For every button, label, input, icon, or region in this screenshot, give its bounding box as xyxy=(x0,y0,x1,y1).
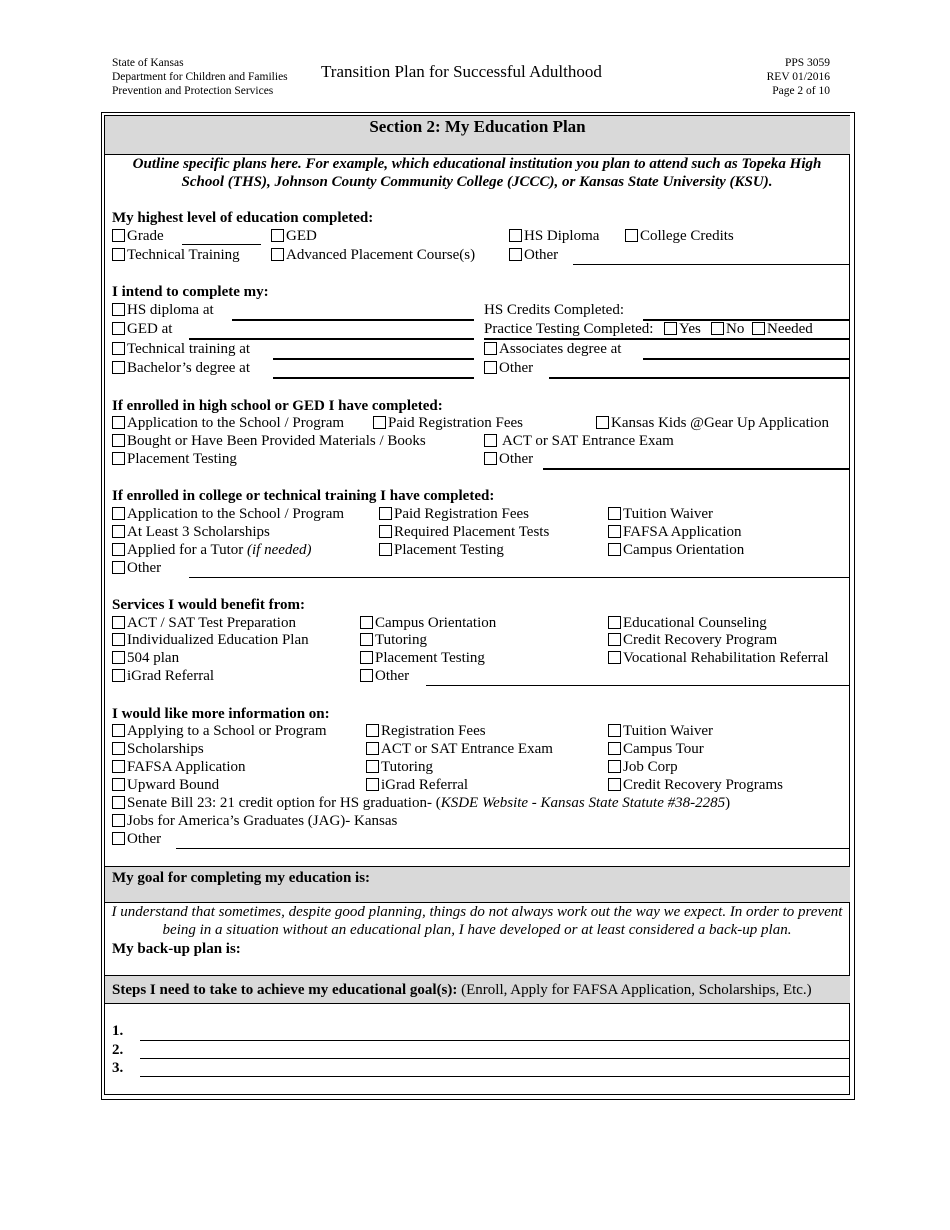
tutor-note: (if needed) xyxy=(247,542,312,558)
checkbox-info-igrad[interactable]: iGrad Referral xyxy=(366,776,468,794)
backup-note: I understand that sometimes, despite good planning, things do not always work out the way we expect. In order to prevent being in a situation without an educational plan, I have developed or at least considered a back-up plan. xyxy=(111,904,843,938)
statute-reference: KSDE Website - Kansas State Statute #38-2285 xyxy=(440,795,726,811)
checkbox-box[interactable] xyxy=(112,778,125,791)
checkbox-box[interactable] xyxy=(112,561,125,574)
checkbox-practice-yes[interactable]: Yes xyxy=(664,320,701,338)
checkbox-box[interactable] xyxy=(484,452,497,465)
checkbox-box[interactable] xyxy=(379,507,392,520)
step-2-line[interactable] xyxy=(140,1058,850,1059)
info-other-line[interactable] xyxy=(176,848,850,849)
checkbox-advanced-placement[interactable]: Advanced Placement Course(s) xyxy=(271,246,475,264)
practice-testing-label: Practice Testing Completed: xyxy=(484,321,654,337)
checkbox-box[interactable] xyxy=(509,248,522,261)
checkbox-box[interactable] xyxy=(112,832,125,845)
checkbox-box[interactable] xyxy=(484,361,497,374)
checkbox-box[interactable] xyxy=(112,760,125,773)
checkbox-box[interactable] xyxy=(112,229,125,242)
checkbox-gear-up[interactable]: Kansas Kids @Gear Up Application xyxy=(596,414,829,432)
checkbox-box[interactable] xyxy=(112,434,125,447)
intend-technical-line[interactable] xyxy=(273,358,474,360)
checkbox-box[interactable] xyxy=(608,651,621,664)
checkbox-box[interactable] xyxy=(112,322,125,335)
highest-education-heading: My highest level of education completed: xyxy=(112,210,374,226)
checkbox-box[interactable] xyxy=(379,525,392,538)
more-info-heading: I would like more information on: xyxy=(112,706,330,722)
checkbox-iep[interactable]: Individualized Education Plan xyxy=(112,631,309,649)
checkbox-act-sat-exam[interactable]: ACT or SAT Entrance Exam xyxy=(484,432,674,450)
checkbox-credit-recovery-programs[interactable]: Credit Recovery Programs xyxy=(608,776,783,794)
checkbox-services-other[interactable]: Other xyxy=(360,667,409,685)
grade-line[interactable] xyxy=(182,244,261,245)
checkbox-box[interactable] xyxy=(484,434,497,447)
checkbox-box[interactable] xyxy=(112,669,125,682)
checkbox-box[interactable] xyxy=(112,814,125,827)
checkbox-tutor[interactable]: Applied for a Tutor (if needed) xyxy=(112,541,312,559)
checkbox-box[interactable] xyxy=(360,616,373,629)
steps-label: Steps I need to take to achieve my educational goal(s): (Enroll, Apply for FAFSA Application, Scholarships, Etc.) xyxy=(112,982,812,998)
checkbox-box[interactable] xyxy=(112,507,125,520)
checkbox-box[interactable] xyxy=(112,452,125,465)
form-info xyxy=(746,56,830,98)
checkbox-box[interactable] xyxy=(112,633,125,646)
checkbox-info-act-sat[interactable]: ACT or SAT Entrance Exam xyxy=(366,740,553,758)
checkbox-box[interactable] xyxy=(711,322,724,335)
form-revision: REV 01/2016 xyxy=(766,71,830,83)
checkbox-intend-associates[interactable]: Associates degree at xyxy=(484,340,621,358)
services-heading: Services I would benefit from: xyxy=(112,597,306,613)
checkbox-box[interactable] xyxy=(608,760,621,773)
intend-hs-line[interactable] xyxy=(232,319,474,321)
checkbox-ged[interactable]: GED xyxy=(271,227,317,245)
checkbox-box[interactable] xyxy=(112,416,125,429)
hs-other-line[interactable] xyxy=(543,468,850,470)
checkbox-practice-needed[interactable]: Needed xyxy=(752,320,813,338)
checkbox-box[interactable] xyxy=(112,742,125,755)
intro-text: Outline specific plans here. For example, which educational institution you plan to attend such as Topeka High School (THS), Johnson County Community College (JCCC), or Kansas State University (KSU). xyxy=(132,156,822,190)
checkbox-applying-school[interactable]: Applying to a School or Program xyxy=(112,722,327,740)
checkbox-box[interactable] xyxy=(373,416,386,429)
checkbox-job-corp[interactable]: Job Corp xyxy=(608,758,678,776)
section-title: Section 2: My Education Plan xyxy=(369,117,586,136)
agency-state: State of Kansas xyxy=(112,57,184,69)
goal-label: My goal for completing my education is: xyxy=(112,870,371,886)
checkbox-intend-bachelors[interactable]: Bachelor’s degree at xyxy=(112,359,250,377)
checkbox-hs-registration-fees[interactable]: Paid Registration Fees xyxy=(373,414,523,432)
step-number: 1. xyxy=(112,1023,124,1039)
intend-bachelors-line[interactable] xyxy=(273,377,474,379)
checkbox-504-plan[interactable]: 504 plan xyxy=(112,649,179,667)
checkbox-senate-bill[interactable]: Senate Bill 23: 21 credit option for HS graduation- (KSDE Website - Kansas State Statute #38-2285) xyxy=(112,794,730,812)
hs-credits-label: HS Credits Completed: xyxy=(484,302,624,318)
checkbox-box[interactable] xyxy=(112,361,125,374)
checkbox-box[interactable] xyxy=(608,507,621,520)
checkbox-box[interactable] xyxy=(366,724,379,737)
checkbox-box[interactable] xyxy=(366,760,379,773)
checkbox-box[interactable] xyxy=(112,616,125,629)
checkbox-box[interactable] xyxy=(112,248,125,261)
checkbox-info-other[interactable]: Other xyxy=(112,830,161,848)
checkbox-box[interactable] xyxy=(608,778,621,791)
step-3-line[interactable] xyxy=(140,1076,850,1077)
checkbox-hs-placement-testing[interactable]: Placement Testing xyxy=(112,450,237,468)
checkbox-box[interactable] xyxy=(608,543,621,556)
checkbox-intend-other[interactable]: Other xyxy=(484,359,533,377)
form-title: Transition Plan for Successful Adulthood xyxy=(321,62,602,81)
agency-division: Prevention and Protection Services xyxy=(112,85,274,97)
checkbox-box[interactable] xyxy=(608,633,621,646)
backup-plan-label: My back-up plan is: xyxy=(112,941,241,957)
checkbox-hs-application[interactable]: Application to the School / Program xyxy=(112,414,344,432)
checkbox-info-registration-fees[interactable]: Registration Fees xyxy=(366,722,486,740)
form-number: PPS 3059 xyxy=(784,57,830,69)
checkbox-hs-diploma[interactable]: HS Diploma xyxy=(509,227,599,245)
checkbox-college-application[interactable]: Application to the School / Program xyxy=(112,505,344,523)
checkbox-box[interactable] xyxy=(484,342,497,355)
checkbox-college-tuition-waiver[interactable]: Tuition Waiver xyxy=(608,505,713,523)
checkbox-box[interactable] xyxy=(509,229,522,242)
checkbox-scholarships[interactable]: At Least 3 Scholarships xyxy=(112,523,270,541)
checkbox-box[interactable] xyxy=(112,525,125,538)
hs-enrolled-heading: If enrolled in high school or GED I have completed: xyxy=(112,398,443,414)
checkbox-services-tutoring[interactable]: Tutoring xyxy=(360,631,427,649)
checkbox-box[interactable] xyxy=(360,669,373,682)
checkbox-services-campus-orientation[interactable]: Campus Orientation xyxy=(360,614,496,632)
intend-other-line[interactable] xyxy=(549,377,850,379)
checkbox-educational-counseling[interactable]: Educational Counseling xyxy=(608,614,767,632)
checkbox-vocational-rehab[interactable]: Vocational Rehabilitation Referral xyxy=(608,649,829,667)
checkbox-box[interactable] xyxy=(596,416,609,429)
checkbox-services-placement-testing[interactable]: Placement Testing xyxy=(360,649,485,667)
checkbox-jag[interactable]: Jobs for America’s Graduates (JAG)- Kansas xyxy=(112,812,397,830)
checkbox-intend-ged[interactable]: GED at xyxy=(112,320,172,338)
checkbox-campus-tour[interactable]: Campus Tour xyxy=(608,740,704,758)
checkbox-box[interactable] xyxy=(366,778,379,791)
checkbox-college-registration-fees[interactable]: Paid Registration Fees xyxy=(379,505,529,523)
checkbox-intend-hs-diploma[interactable]: HS diploma at xyxy=(112,301,214,319)
checkbox-act-sat-prep[interactable]: ACT / SAT Test Preparation xyxy=(112,614,296,632)
checkbox-box[interactable] xyxy=(112,543,125,556)
checkbox-technical-training[interactable]: Technical Training xyxy=(112,246,240,264)
college-enrolled-heading: If enrolled in college or technical training I have completed: xyxy=(112,488,495,504)
highest-other-line[interactable] xyxy=(573,264,850,265)
checkbox-highest-other[interactable]: Other xyxy=(509,246,558,264)
checkbox-box[interactable] xyxy=(360,651,373,664)
checkbox-box[interactable] xyxy=(112,796,125,809)
checkbox-credit-recovery[interactable]: Credit Recovery Program xyxy=(608,631,777,649)
checkbox-college-other[interactable]: Other xyxy=(112,559,161,577)
agency-department: Department for Children and Families xyxy=(112,71,288,83)
checkbox-materials-books[interactable]: Bought or Have Been Provided Materials / Books xyxy=(112,432,426,450)
checkbox-box[interactable] xyxy=(608,724,621,737)
checkbox-box[interactable] xyxy=(271,248,284,261)
intend-heading: I intend to complete my: xyxy=(112,284,269,300)
divider xyxy=(105,1003,850,1004)
checkbox-box[interactable] xyxy=(664,322,677,335)
checkbox-college-fafsa[interactable]: FAFSA Application xyxy=(608,523,742,541)
checkbox-intend-technical[interactable]: Technical training at xyxy=(112,340,250,358)
checkbox-hs-other[interactable]: Other xyxy=(484,450,533,468)
checkbox-college-placement-testing[interactable]: Placement Testing xyxy=(379,541,504,559)
checkbox-info-fafsa[interactable]: FAFSA Application xyxy=(112,758,246,776)
checkbox-box[interactable] xyxy=(366,742,379,755)
checkbox-college-credits[interactable]: College Credits xyxy=(625,227,734,245)
checkbox-box[interactable] xyxy=(271,229,284,242)
checkbox-box[interactable] xyxy=(112,303,125,316)
checkbox-placement-tests[interactable]: Required Placement Tests xyxy=(379,523,549,541)
checkbox-practice-no[interactable]: No xyxy=(711,320,744,338)
checkbox-box[interactable] xyxy=(112,651,125,664)
checkbox-box[interactable] xyxy=(625,229,638,242)
checkbox-igrad[interactable]: iGrad Referral xyxy=(112,667,214,685)
checkbox-info-tutoring[interactable]: Tutoring xyxy=(366,758,433,776)
checkbox-grade[interactable]: Grade xyxy=(112,227,164,245)
checkbox-box[interactable] xyxy=(752,322,765,335)
checkbox-box[interactable] xyxy=(608,525,621,538)
step-number: 2. xyxy=(112,1042,124,1058)
checkbox-upward-bound[interactable]: Upward Bound xyxy=(112,776,219,794)
checkbox-box[interactable] xyxy=(112,724,125,737)
checkbox-box[interactable] xyxy=(112,342,125,355)
checkbox-box[interactable] xyxy=(608,616,621,629)
checkbox-box[interactable] xyxy=(360,633,373,646)
checkbox-info-scholarships[interactable]: Scholarships xyxy=(112,740,204,758)
services-other-line[interactable] xyxy=(426,685,850,686)
college-other-line[interactable] xyxy=(189,577,850,578)
step-1-line[interactable] xyxy=(140,1040,850,1041)
step-number: 3. xyxy=(112,1060,124,1076)
associates-line[interactable] xyxy=(643,358,850,360)
checkbox-college-campus-orientation[interactable]: Campus Orientation xyxy=(608,541,744,559)
checkbox-info-tuition-waiver[interactable]: Tuition Waiver xyxy=(608,722,713,740)
page-number: Page 2 of 10 xyxy=(772,85,830,97)
agency-block xyxy=(112,56,288,98)
checkbox-box[interactable] xyxy=(379,543,392,556)
checkbox-box[interactable] xyxy=(608,742,621,755)
